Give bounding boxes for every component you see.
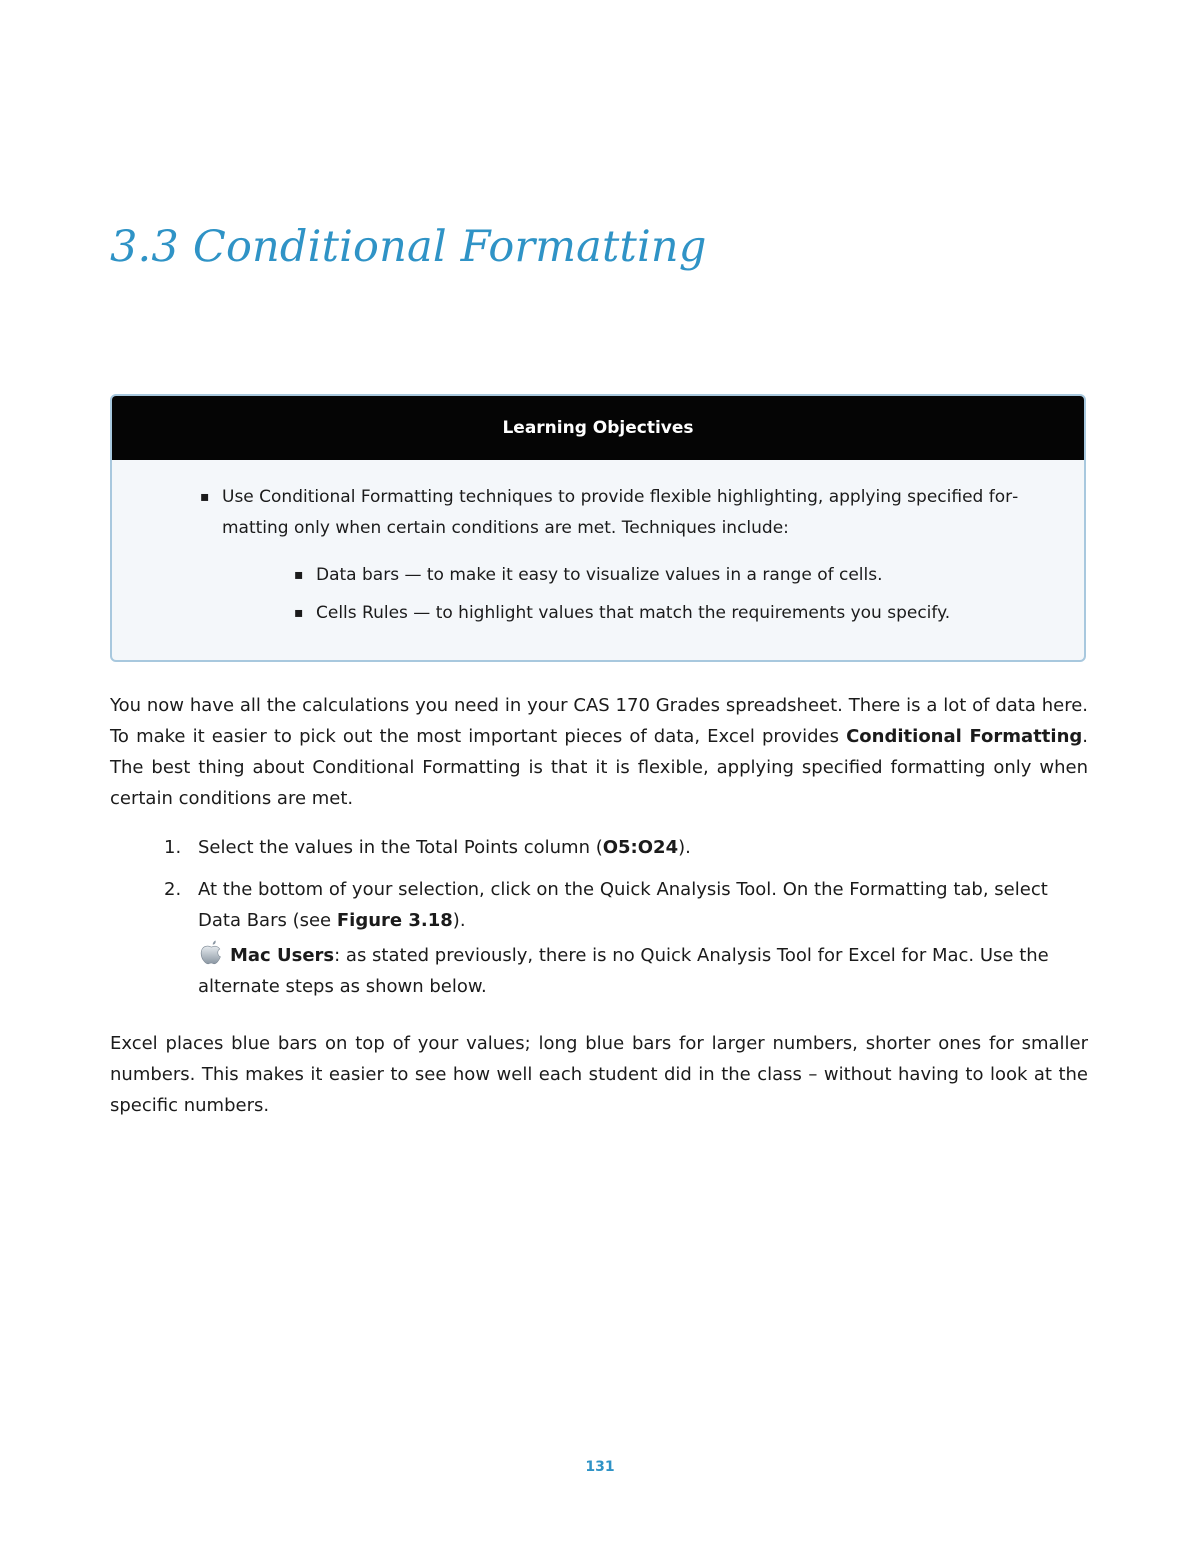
- step-item: [164, 874, 1064, 1002]
- mac-users-note: [198, 938, 1064, 1002]
- objective-subitem-data-bars: [294, 560, 1056, 591]
- bullet-icon: ▪: [200, 489, 210, 505]
- subitem-rest: — to make it easy to visualize values in a range of cells.: [399, 565, 883, 585]
- step-text-end: ).: [678, 837, 691, 858]
- intro-paragraph: [110, 690, 1088, 814]
- step-text: Select the values in the Total Points column (: [198, 837, 603, 858]
- subitem-lead: Data bars: [316, 565, 400, 585]
- steps-list: [164, 832, 1064, 1013]
- step-text-end: ).: [452, 910, 466, 931]
- intro-text-2: . The best thing about Conditional Formatting is that it is flexible, applying specified formatting only when certain conditions are met.: [110, 726, 1089, 809]
- page-number: 131: [585, 1459, 615, 1475]
- step-text: At the bottom of your selection, click on the Quick Analysis Tool. On the Formatting tab, select Data Bars (see: [198, 879, 1048, 931]
- bullet-icon: ▪: [294, 605, 304, 621]
- intro-text-1: You now have all the calculations you need in your CAS 170 Grades spreadsheet. There is a lot of data here. To make it easier to pick out the most important pieces of data, Excel provides: [110, 695, 1088, 747]
- bullet-icon: ▪: [294, 567, 304, 583]
- step-bold: Figure 3.18: [336, 910, 453, 931]
- subitem-lead: Cells Rules: [316, 603, 408, 623]
- learning-objectives-header: Learning Objectives: [112, 396, 1084, 460]
- section-title: 3.3 Conditional Formatting: [110, 222, 707, 272]
- step-number: 2.: [164, 879, 182, 900]
- data-bars-paragraph: Excel places blue bars on top of your values; long blue bars for larger numbers, shorter ones for smaller numbers. This makes it easier to see how well each student did in the class – without having to look at the specific numbers.: [110, 1033, 1088, 1116]
- objective-text: Use Conditional Formatting techniques to provide flexible highlighting, applying specified formatting only when certain conditions are met. Techniques include:: [222, 487, 1019, 538]
- objective-subitem-cells-rules: [294, 598, 1056, 629]
- objective-item: [200, 482, 1062, 544]
- learning-objectives-box: [110, 394, 1086, 662]
- mac-users-text: : as stated previously, there is no Quick Analysis Tool for Excel for Mac. Use the alternate steps as shown below.: [198, 945, 1049, 997]
- intro-bold-term: Conditional Formatting: [846, 726, 1083, 747]
- step-number: 1.: [164, 837, 182, 858]
- subitem-rest: — to highlight values that match the requirements you specify.: [407, 603, 951, 623]
- mac-users-label: Mac Users: [230, 945, 335, 966]
- step-item: [164, 832, 1064, 863]
- apple-icon: [198, 938, 224, 966]
- step-bold: O5:O24: [602, 837, 679, 858]
